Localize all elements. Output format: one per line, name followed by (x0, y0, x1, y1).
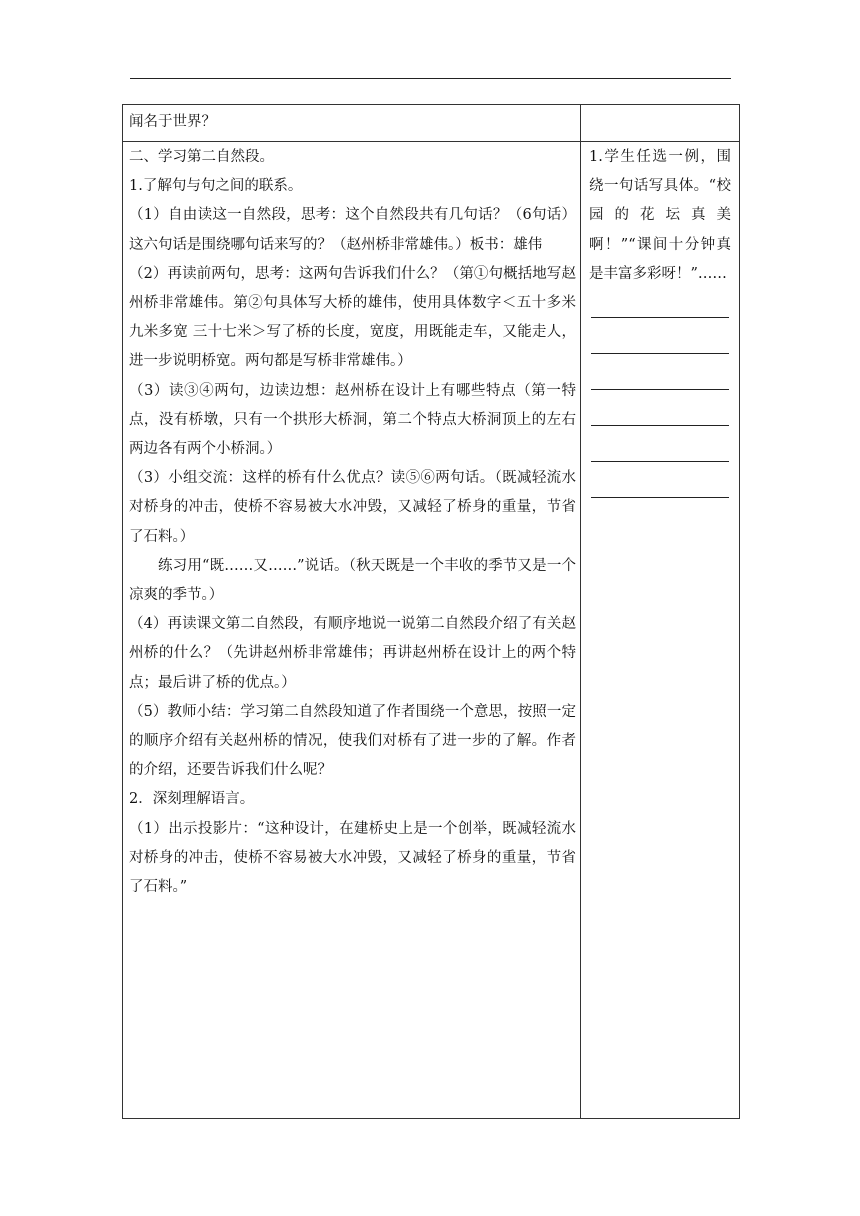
section-heading: 二、学习第二自然段。 (129, 149, 274, 165)
teaching-process-cell (123, 142, 581, 1119)
subsection-heading: 1.了解句与句之间的联系。 (129, 178, 303, 195)
table-row (123, 142, 740, 1119)
answer-line[interactable] (591, 425, 729, 426)
paragraph: （4）再读课文第二自然段，有顺序地说一说第二自然段介绍了有关赵州桥的什么？（先讲赵州桥非常雄伟；再讲赵州桥在设计上的两个特点；最后讲了桥的优点。） (129, 616, 576, 691)
top-left-text: 闻名于世界？ (129, 114, 216, 130)
subsection-heading: 2．深刻理解语言。 (129, 791, 255, 808)
table-row (123, 105, 740, 142)
top-left-cell (123, 105, 581, 142)
paragraph: （3）读③④两句，边读边想：赵州桥在设计上有哪些特点（第一特点，没有桥墩，只有一个拱形大桥洞，第二个特点大桥洞顶上的左右两边各有两个小桥洞。） (129, 382, 576, 458)
paragraph: （1）出示投影片：“这种设计，在建桥史上是一个创举，既减轻流水对桥身的冲击，使桥不容易被大水冲毁，又减轻了桥身的重量，节省了石料。” (129, 820, 576, 896)
answer-line[interactable] (591, 389, 729, 390)
answer-line[interactable] (591, 317, 729, 318)
paragraph: （3）小组交流：这样的桥有什么优点？读⑤⑥两句话。（既减轻流水对桥身的冲击，使桥不容易被大水冲毁，又减轻了桥身的重量，节省了石料。） (129, 470, 576, 545)
answer-line[interactable] (591, 497, 729, 498)
answer-lines (589, 289, 731, 498)
notes-cell (581, 142, 740, 1119)
answer-line[interactable] (591, 461, 729, 462)
paragraph: （2）再读前两句，思考：这两句告诉我们什么？（第①句概括地写赵州桥非常雄伟。第②句具体写大桥的雄伟，使用具体数字＜五十多米 九米多宽 三十七米＞写了桥的长度，宽度，用既能走车，又能走人，进一步说明桥宽。两句都是写桥非常雄伟。） (129, 265, 576, 370)
lesson-plan-table (122, 104, 740, 1119)
paragraph: （1）自由读这一自然段，思考：这个自然段共有几句话？（6句话）这六句话是围绕哪句话来写的？（赵州桥非常雄伟。）板书：雄伟 (129, 207, 576, 253)
header-rule (130, 78, 731, 79)
exercise-note: 1.学生任选一例，围绕一句话写具体。“校园的花坛真美啊！”“课间十分钟真是丰富多彩呀！”…… (589, 149, 731, 282)
paragraph: 练习用“既……又……”说话。（秋天既是一个丰收的季节又是一个凉爽的季节。） (129, 557, 576, 604)
paragraph: （5）教师小结：学习第二自然段知道了作者围绕一个意思，按照一定的顺序介绍有关赵州桥的情况，使我们对桥有了进一步的了解。作者的介绍，还要告诉我们什么呢？ (129, 703, 576, 779)
top-right-cell (581, 105, 740, 142)
answer-line[interactable] (591, 353, 729, 354)
